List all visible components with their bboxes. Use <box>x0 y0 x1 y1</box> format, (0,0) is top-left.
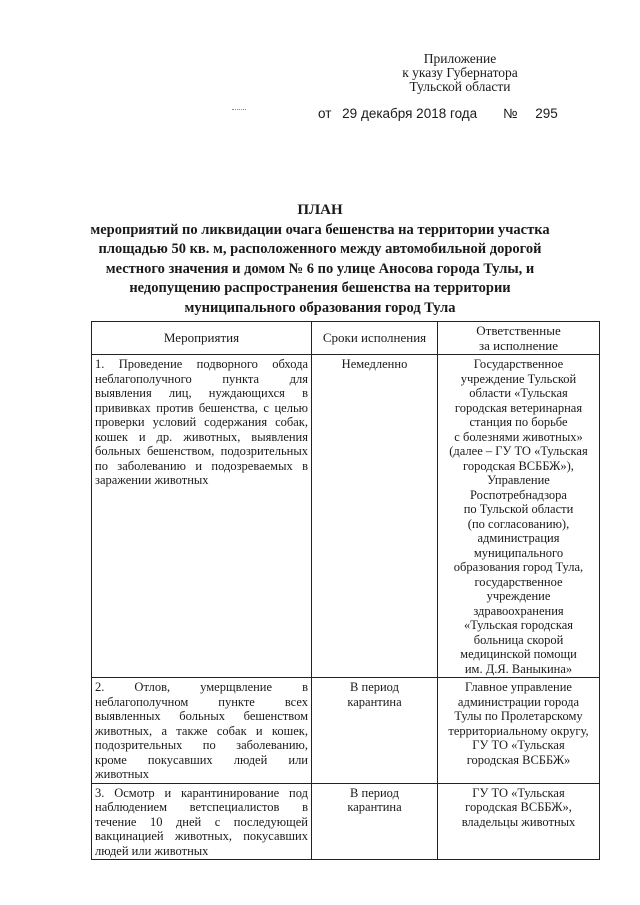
plan-heading: ПЛАН <box>297 202 343 218</box>
table-header-row <box>92 322 600 355</box>
deadline-cell: В период карантина <box>312 678 438 784</box>
table-row <box>92 678 600 784</box>
responsible-cell: ГУ ТО «Тульская городская ВСББЖ», владельцы животных <box>438 783 600 860</box>
decree-date: 29 декабря 2018 года <box>342 106 478 121</box>
header-responsible: Ответственные за исполнение <box>438 322 600 355</box>
plan-table <box>91 321 600 860</box>
appendix-line-1: Приложение <box>423 51 497 66</box>
deadline-cell: В период карантина <box>312 783 438 860</box>
responsible-cell: Главное управление администрации города Тулы по Пролетарскому территориальному округу, ГУ ТО «Тульская городская ВСББЖ» <box>438 678 600 784</box>
from-label: от <box>318 106 332 121</box>
table-row <box>92 783 600 860</box>
appendix-line-2: к указу Губернатора <box>402 65 518 80</box>
activity-cell: 1. Проведение подворного обхода неблагополучного пункта для выявления лиц, нуждающихся в прививках против бешенства, с целью проверки условий содержания собак, кошек и др. животных, выявления больных бешенством, подозрительных по заболеванию и подозреваемых в заражении животных <box>92 355 312 678</box>
decree-number: 295 <box>535 106 558 121</box>
number-sign: № <box>502 106 518 121</box>
activity-cell: 2. Отлов, умерщвление в неблагополучном пункте всех выявленных больных бешенством животных, а также собак и кошек, подозрительных по заболеванию, кроме покусавших людей или животных <box>92 678 312 784</box>
header-activity: Мероприятия <box>92 322 312 355</box>
document-title <box>80 201 560 318</box>
deadline-cell: Немедленно <box>312 355 438 678</box>
table-row <box>92 355 600 678</box>
appendix-header <box>360 52 560 94</box>
activity-cell: 3. Осмотр и карантинирование под наблюдением ветспециалистов в течение 10 дней с последующей вакцинацией животных, покусавших людей или животных <box>92 783 312 860</box>
responsible-cell: Государственное учреждение Тульской области «Тульская городская ветеринарная станция по борьбе с болезнями животных» (далее – ГУ ТО «Тульская городская ВСББЖ»), Управление Роспотребнадзора по Тульской области (по согласованию), администрация муниципального образования город Тула, государственное учреждение здравоохранения «Тульская городская больница скорой медицинской помощи им. Д.Я. Ваныкина» <box>438 355 600 678</box>
plan-subtitle: мероприятий по ликвидации очага бешенства на территории участка площадью 50 кв. м, расположенного между автомобильной дорогой местного значения и домом № 6 по улице Аносова города Тулы, и недопущению распространения бешенства на территории муниципального образования город Тула <box>90 221 550 316</box>
appendix-line-3: Тульской области <box>409 79 511 94</box>
scan-artifact <box>232 109 246 113</box>
decree-date-line <box>318 106 558 121</box>
header-deadline: Сроки исполнения <box>312 322 438 355</box>
